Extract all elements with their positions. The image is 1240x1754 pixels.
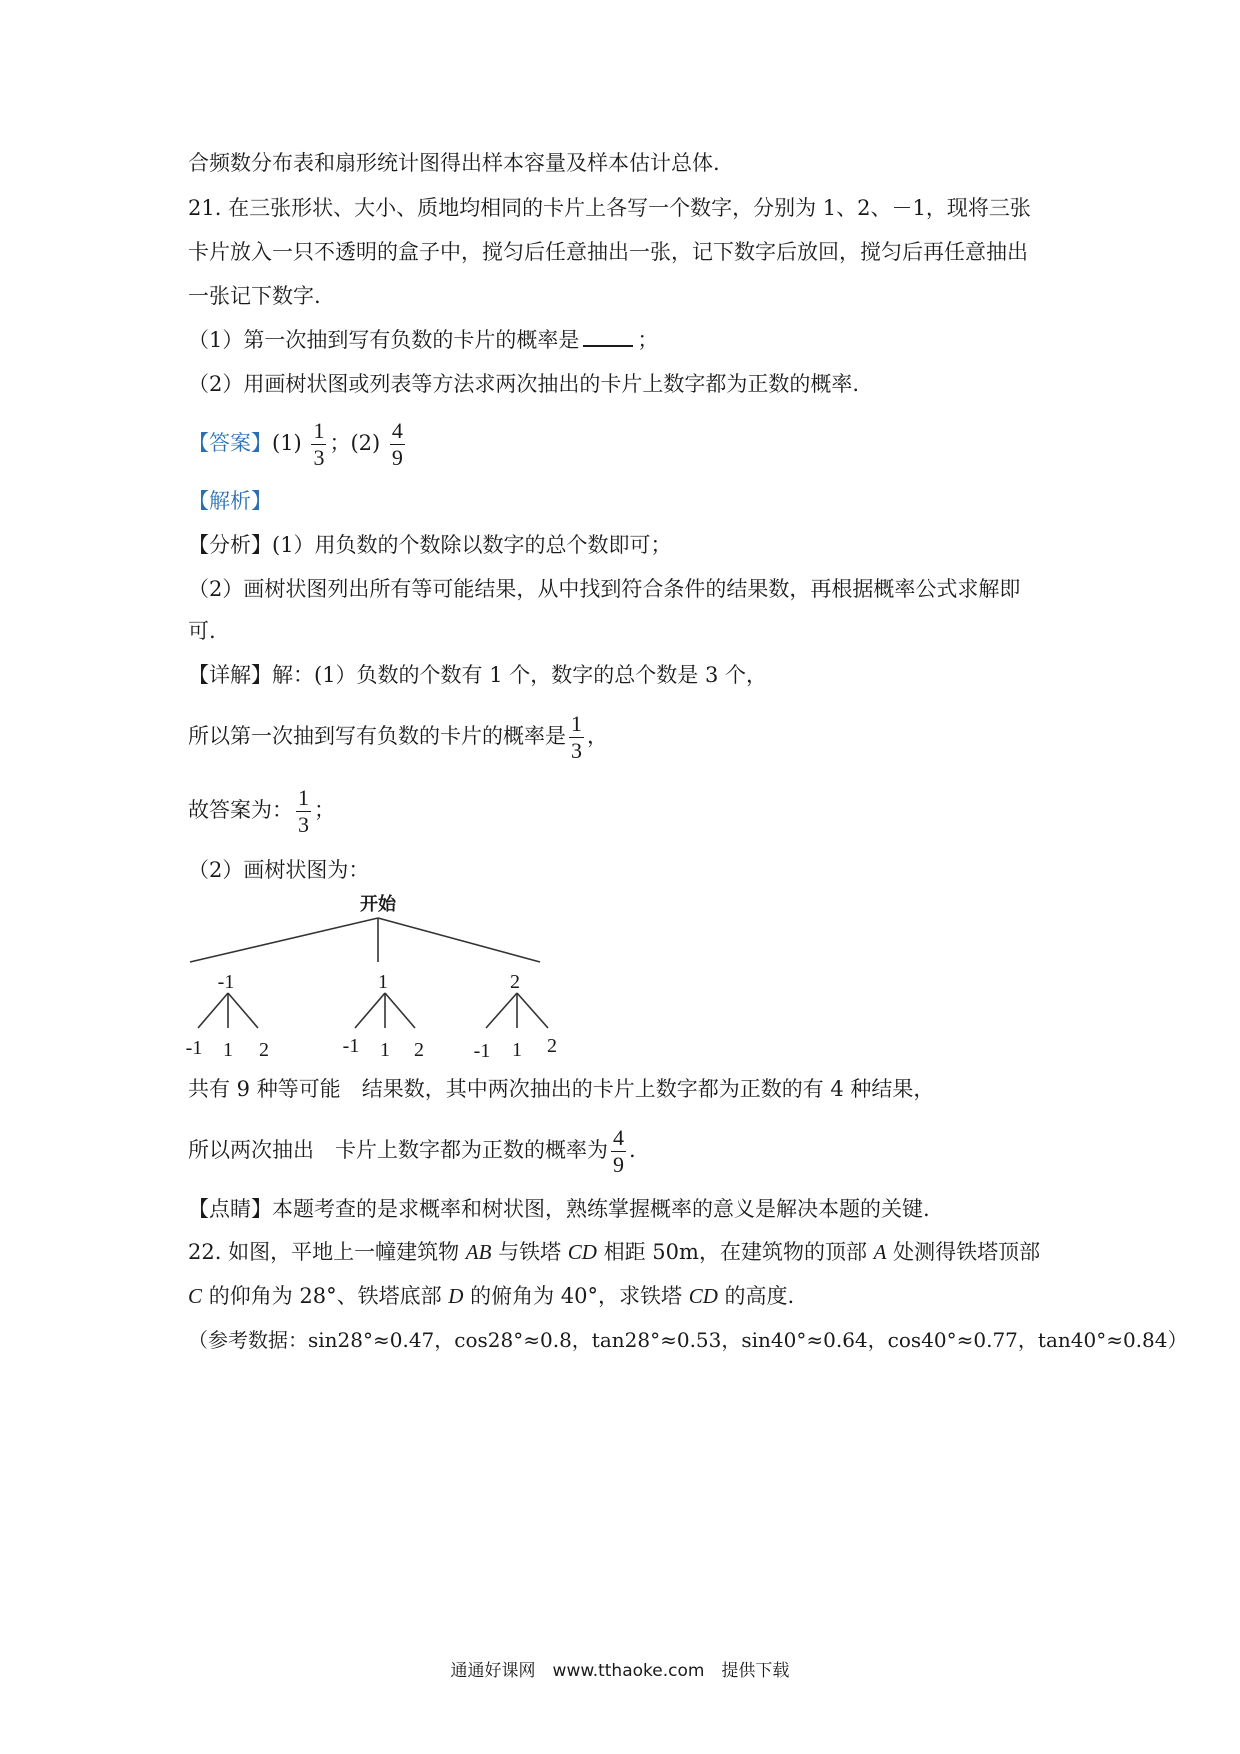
tree-level2-node: 2: [414, 1039, 424, 1061]
q22-text-1b: 与铁塔: [491, 1240, 568, 1264]
q21-line2: 卡片放入一只不透明的盒子中，搅匀后任意抽出一张，记下数字后放回，搅匀后再任意抽出: [188, 240, 1028, 264]
xiangjie-text-1: 解：(1）负数的个数有 1 个，数字的总个数是 3 个，: [272, 663, 767, 687]
q21-line1: 21. 在三张形状、大小、质地均相同的卡片上各写一个数字，分别为 1、2、－1，现将三张: [188, 196, 1031, 220]
q21-part1-suffix: ；: [637, 328, 659, 352]
fraction-numerator: 1: [298, 785, 309, 810]
fraction-denominator: 3: [313, 445, 325, 470]
tree-level1-node: 2: [510, 971, 520, 993]
q21-line3: 一张记下数字.: [188, 284, 321, 308]
fenxi-line2: （2）画树状图列出所有等可能结果，从中找到符合条件的结果数，再根据概率公式求解即: [188, 577, 1021, 601]
q22-var-cd: CD: [567, 1240, 597, 1264]
total-results-line: 共有 9 种等可能 结果数，其中两次抽出的卡片上数字都为正数的有 4 种结果，: [188, 1077, 935, 1101]
fraction-denominator: 9: [391, 445, 403, 470]
dianjing-line: [188, 1194, 930, 1224]
xiangjie-line1: [188, 660, 767, 690]
tree-level2-node: -1: [185, 1037, 203, 1059]
q22-text-2b: 的俯角为 40°，求铁塔: [463, 1284, 689, 1308]
so2-suffix: .: [629, 1138, 636, 1162]
tree-level2-node: 2: [547, 1035, 557, 1057]
answer-part2-label: (2): [350, 431, 381, 455]
so1-fraction: [569, 711, 584, 764]
fraction-numerator: 1: [571, 711, 582, 736]
answer-is-line: [188, 780, 335, 840]
xiangjie-tag: 【详解】: [188, 663, 272, 687]
q22-text-1c: 相距 50m，在建筑物的顶部: [596, 1240, 874, 1264]
tree-level1-node: 1: [378, 971, 388, 993]
answer-is-text: 故答案为：: [188, 798, 293, 822]
so2-fraction: [611, 1125, 626, 1178]
q21-part1: [188, 325, 658, 355]
q22-line2: [188, 1281, 794, 1311]
q22-var-a: A: [873, 1240, 887, 1264]
fenxi-line3: 可.: [188, 619, 216, 643]
fenxi-tag: 【分析】: [188, 533, 272, 557]
fraction-denominator: 9: [613, 1152, 624, 1177]
tree-level1-node: -1: [217, 971, 235, 993]
so1-text: 所以第一次抽到写有负数的卡片的概率是: [188, 724, 566, 748]
q22-text-2a: 的仰角为 28°、铁塔底部: [202, 1284, 449, 1308]
tree-level2-node: -1: [473, 1040, 491, 1062]
q21-part2: （2）用画树状图或列表等方法求两次抽出的卡片上数字都为正数的概率.: [188, 372, 860, 396]
tree-level2-node: 1: [380, 1039, 390, 1061]
fraction-numerator: 4: [613, 1125, 624, 1150]
tree-level2-node: 2: [259, 1039, 269, 1061]
q22-reference-data: （参考数据：sin28°≈0.47，cos28°≈0.8，tan28°≈0.53，sin40°≈0.64，cos40°≈0.77，tan40°≈0.84）: [188, 1328, 1188, 1352]
fraction-denominator: 3: [298, 812, 309, 837]
answer-is-fraction: [296, 785, 311, 838]
tree-level2-node: -1: [342, 1035, 360, 1057]
so1-line: [188, 706, 608, 766]
q22-line1: [188, 1237, 1040, 1267]
so1-suffix: ，: [587, 724, 608, 748]
answer-fraction-2: [390, 418, 405, 471]
q22-text-1a: 22. 如图，平地上一幢建筑物: [188, 1240, 466, 1264]
so2-line: [188, 1120, 636, 1180]
answer-fraction-1: [311, 418, 326, 471]
answer-blank: [583, 325, 633, 347]
answer-separator: ；: [329, 431, 351, 455]
q22-var-cd: CD: [688, 1284, 718, 1308]
fenxi-text-1: (1）用负数的个数除以数字的总个数即可；: [272, 533, 672, 557]
tree-intro-line: （2）画树状图为：: [188, 858, 370, 882]
q22-text-2c: 的高度.: [717, 1284, 795, 1308]
fraction-numerator: 1: [313, 418, 325, 443]
answer-line: [188, 414, 408, 472]
dianjing-tag: 【点睛】: [188, 1197, 272, 1221]
tree-level2-node: 1: [512, 1039, 522, 1061]
q22-var-ab: AB: [465, 1240, 492, 1264]
answer-tag: 【答案】: [188, 431, 272, 455]
answer-is-suffix: ；: [314, 798, 335, 822]
tree-level2-node: 1: [223, 1039, 233, 1061]
tree-root: 开始: [360, 894, 396, 915]
q21-part1-text: （1）第一次抽到写有负数的卡片的概率是: [188, 328, 580, 352]
q22-var-c: C: [188, 1284, 203, 1308]
analysis-tag: 【解析】: [188, 489, 272, 513]
answer-part1-label: (1): [272, 431, 302, 455]
so2-text: 所以两次抽出 卡片上数字都为正数的概率为: [188, 1138, 608, 1162]
page-footer: 通通好课网 www.tthaoke.com 提供下载: [450, 1661, 790, 1681]
fenxi-line1: [188, 530, 672, 560]
fraction-denominator: 3: [571, 738, 582, 763]
fraction-numerator: 4: [391, 418, 403, 443]
dianjing-text: 本题考查的是求概率和树状图，熟练掌握概率的意义是解决本题的关键.: [272, 1197, 930, 1221]
q22-var-d: D: [448, 1284, 464, 1308]
tree-diagram: [180, 890, 560, 1070]
intro-line: 合频数分布表和扇形统计图得出样本容量及样本估计总体.: [188, 151, 720, 175]
q22-text-1d: 处测得铁塔顶部: [886, 1240, 1041, 1264]
